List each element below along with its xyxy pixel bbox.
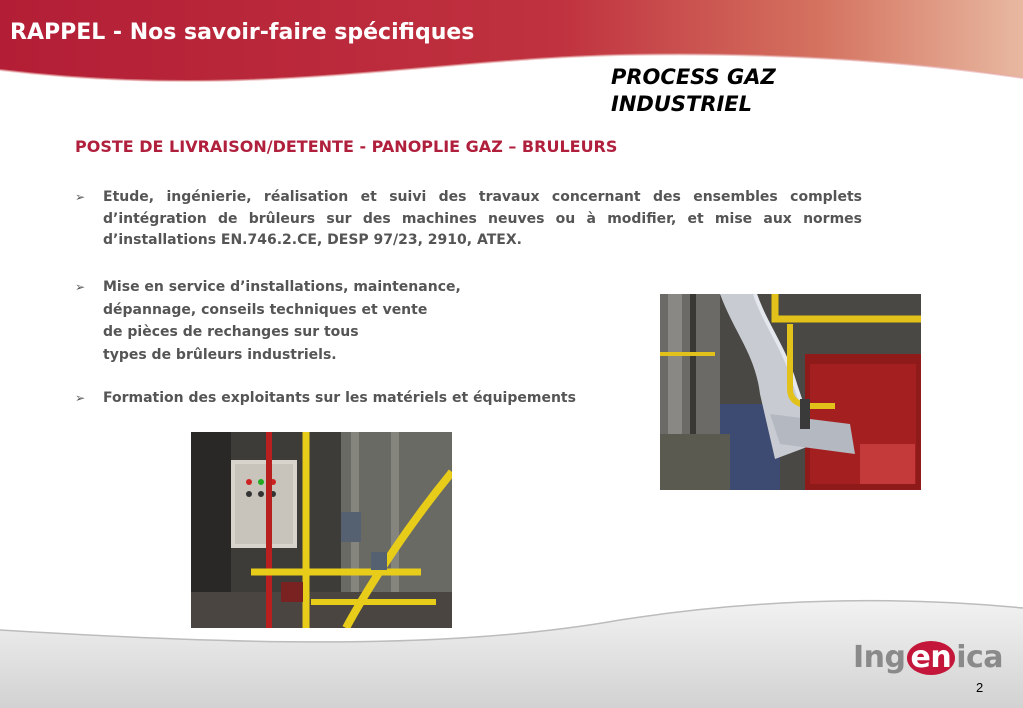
process-heading (611, 64, 776, 118)
bullet-line: Mise en service d’installations, maintenance, (103, 279, 461, 295)
arrow-bullet-icon: ➢ (75, 280, 86, 294)
bullet-text: Etude, ingénierie, réalisation et suivi des travaux concernant des ensembles complets d’intégration de brûleurs sur des machines neuves ou à modifier, et mise aux normes d’installations EN.746.2.CE, DESP 97/23, 2910, ATEX. (103, 189, 862, 248)
arrow-bullet-icon: ➢ (75, 190, 86, 204)
burner-photo (660, 294, 921, 490)
process-heading-line1: PROCESS GAZ (611, 65, 776, 89)
bullet-line: types de brûleurs industriels. (103, 346, 337, 363)
slide-title: RAPPEL - Nos savoir-faire spécifiques (10, 20, 475, 45)
bullet-text (103, 276, 461, 366)
bullet-line: de pièces de rechanges sur tous (103, 324, 359, 340)
bullet-text: Formation des exploitants sur les matériels et équipements (103, 390, 576, 406)
logo-en-badge: en (907, 641, 956, 675)
logo-text-start: Ing (853, 640, 906, 675)
section-title: POSTE DE LIVRAISON/DETENTE - PANOPLIE GAZ – BRULEURS (75, 137, 618, 156)
ingenica-logo (853, 640, 1003, 675)
bullet-line: dépannage, conseils techniques et vente (103, 301, 428, 318)
process-heading-line2: INDUSTRIEL (611, 92, 753, 116)
header-band (0, 0, 1023, 110)
arrow-bullet-icon: ➢ (75, 391, 86, 405)
logo-text-end: ica (956, 640, 1004, 675)
page-number: 2 (976, 680, 984, 695)
